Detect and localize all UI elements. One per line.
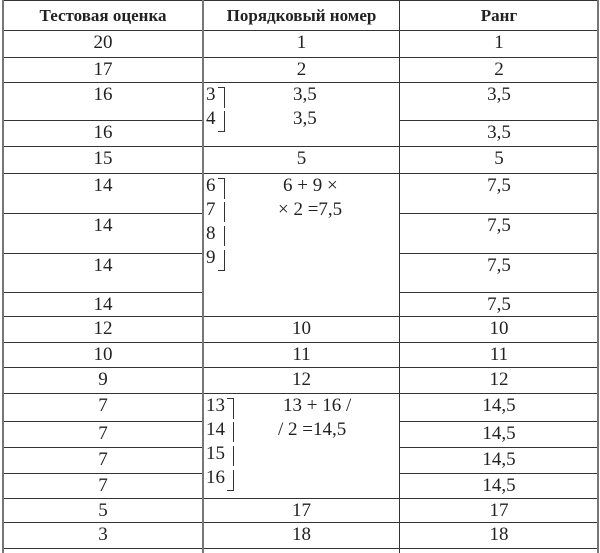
score-cell: 14 [93, 215, 113, 236]
bracket-icon [227, 470, 234, 491]
rank-cell: 14,5 [482, 475, 516, 496]
header-score: Тестовая оценка [39, 6, 167, 25]
ordinal-group [203, 393, 400, 498]
score-cell: 15 [93, 148, 113, 169]
ordinal-formula: / 2 =14,5 [278, 419, 347, 440]
ordinal-number: 8 [206, 223, 216, 244]
ordinal-group [203, 173, 400, 316]
rank-cell: 7,5 [487, 255, 511, 276]
ordinal-number: 16 [206, 467, 225, 488]
ordinal-cell: 1 [296, 32, 307, 53]
rank-cell: 5 [494, 148, 504, 169]
bracket-icon [218, 111, 225, 132]
bracket-icon [227, 422, 234, 442]
ordinal-cell: 18 [292, 524, 311, 545]
rank-cell: 7,5 [487, 294, 511, 315]
bracket-icon [218, 226, 225, 246]
score-cell: 14 [93, 294, 113, 315]
score-cell: 9 [98, 369, 108, 390]
rank-cell: 14,5 [482, 423, 516, 444]
rank-cell: 3,5 [487, 122, 511, 143]
ordinal-cell: 17 [292, 500, 311, 521]
header-ordinal: Порядковый номер [226, 6, 377, 25]
rank-cell: 2 [494, 59, 504, 80]
score-cell: 7 [98, 395, 108, 416]
bracket-icon [218, 202, 225, 222]
ordinal-number: 4 [206, 108, 216, 129]
rank-cell: 1 [494, 32, 504, 53]
row-divider [3, 548, 203, 549]
score-cell: 16 [93, 84, 113, 105]
ordinal-group [203, 82, 400, 146]
ordinal-formula: 6 + 9 × [283, 175, 338, 196]
top-border [3, 0, 598, 1]
ordinal-formula: × 2 =7,5 [278, 199, 343, 220]
score-cell: 7 [98, 449, 108, 470]
ordinal-number: 13 [206, 395, 225, 416]
rank-cell: 18 [489, 524, 509, 545]
header-rank: Ранг [480, 6, 518, 25]
score-cell: 7 [98, 423, 108, 444]
score-cell: 10 [93, 344, 113, 365]
score-cell: 7 [98, 475, 108, 496]
score-cell: 16 [93, 122, 113, 143]
ordinal-formula: 3,5 [293, 108, 317, 129]
ordinal-cell: 2 [296, 59, 307, 80]
bracket-icon [218, 178, 225, 199]
border-right [597, 0, 599, 553]
ordinal-number: 7 [206, 199, 216, 220]
bracket-icon [218, 250, 225, 271]
border-left [2, 0, 4, 553]
score-cell: 12 [93, 318, 113, 339]
ordinal-cell: 11 [292, 344, 311, 365]
rank-cell: 12 [489, 369, 509, 390]
ordinal-number: 9 [206, 247, 216, 268]
rank-cell: 10 [489, 318, 509, 339]
score-cell: 14 [93, 175, 113, 196]
ordinal-formula: 13 + 16 / [283, 395, 352, 416]
border-col2 [399, 0, 400, 553]
ordinal-number: 3 [206, 84, 216, 105]
score-cell: 3 [98, 524, 108, 545]
rank-cell: 14,5 [482, 395, 516, 416]
score-cell: 20 [93, 32, 113, 53]
rank-cell: 7,5 [487, 215, 511, 236]
rank-cell: 3,5 [487, 84, 511, 105]
ordinal-cell: 10 [292, 318, 311, 339]
ordinal-number: 14 [206, 419, 225, 440]
row-divider [400, 548, 598, 549]
ordinal-formula: 3,5 [293, 84, 317, 105]
bracket-icon [227, 446, 234, 466]
rank-cell: 11 [489, 344, 509, 365]
bracket-icon [218, 87, 225, 108]
ordinal-number: 6 [206, 175, 216, 196]
rank-cell: 7,5 [487, 175, 511, 196]
bracket-icon [227, 398, 234, 419]
score-cell: 17 [93, 59, 113, 80]
rank-cell: 17 [489, 500, 509, 521]
row-divider [203, 548, 400, 549]
rank-cell: 14,5 [482, 449, 516, 470]
border-col1 [202, 0, 204, 553]
ordinal-cell: 5 [296, 148, 307, 169]
ordinal-cell: 12 [292, 369, 311, 390]
score-cell: 14 [93, 255, 113, 276]
score-cell: 5 [98, 500, 108, 521]
ordinal-number: 15 [206, 443, 225, 464]
